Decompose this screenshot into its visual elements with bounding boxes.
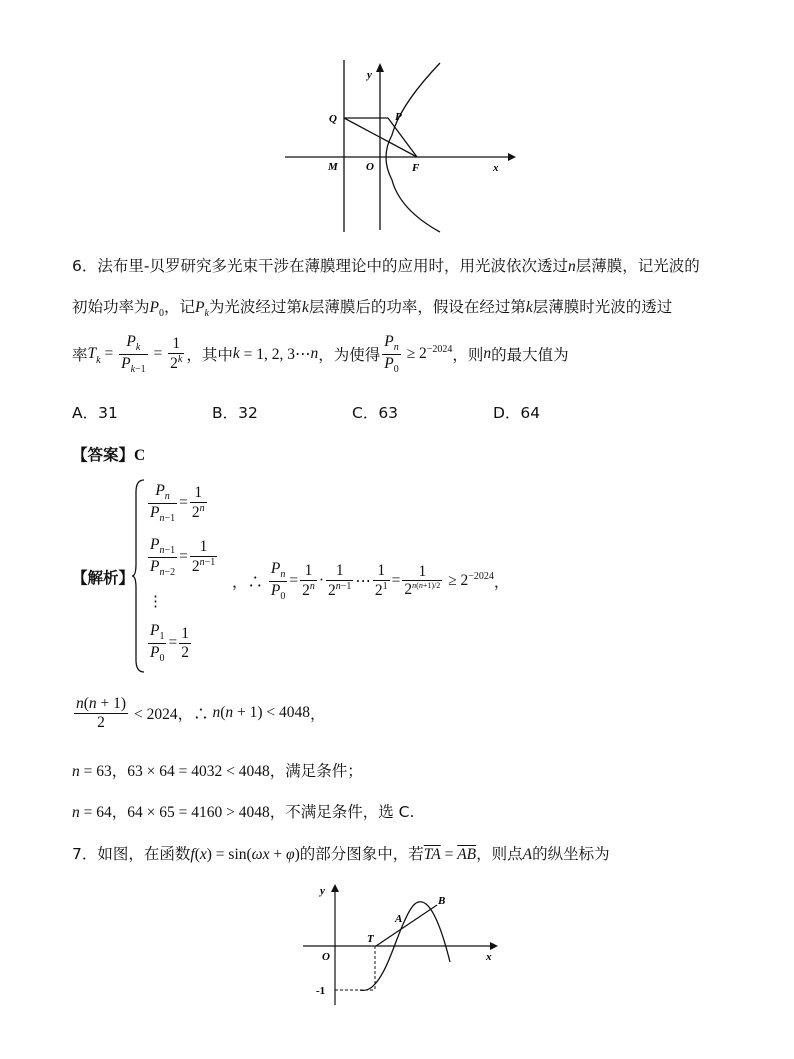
analysis-line-b-tail: ，满足条件； xyxy=(269,762,363,780)
q7-text-b: 的部分图象中，若 xyxy=(299,845,424,863)
figure-sine xyxy=(300,880,505,1010)
q6-line3-d: ，则 xyxy=(452,346,484,364)
system-vdots: ⋮ xyxy=(148,594,163,610)
x-axis-2-arrow xyxy=(490,942,498,950)
label-O: O xyxy=(366,161,374,173)
analysis-step1-tail: ， xyxy=(493,573,510,591)
segment-TB xyxy=(376,905,437,946)
label-P: P xyxy=(395,111,402,123)
system-eq3: $\frac{P_1}{P_0}$ = $\frac{1}{2}$ xyxy=(150,622,189,664)
label-O-2: O xyxy=(322,951,330,963)
q7-line: 7．如图，在函数f(x) = sin(ωx + φ)的部分图象中，若$\overline{TA} = \overline{AB}$，则点A的纵坐标为 xyxy=(72,845,610,863)
analysis-line-c-tail: ，不满足条件，选 C. xyxy=(269,803,415,821)
q7-text-a: 如图，在函数 xyxy=(97,845,191,863)
q6-var-n: n xyxy=(567,258,576,275)
label-B: B xyxy=(438,895,446,907)
analysis-product-line: ，∴ $\frac{P_n}{P_0}$ = $\frac{1}{2^n}$ · $\frac{1}{2^{n-1}}$ ⋯ $\frac{1}{2^1}$ = $\frac{1}{2^{n(n+1)/2}}$ ≥ $2^{-2024}$ ， xyxy=(232,559,510,602)
q6-line1-text: 法布里-贝罗研究多光束干涉在薄膜理论中的应用时，用光波依次透过 xyxy=(97,257,568,275)
analysis-line-b: n = 63，63 × 64 = 4032 < 4048，满足条件； xyxy=(72,762,363,780)
q6-line2-b: ，记 xyxy=(163,298,195,316)
analysis-line-c: n = 64，64 × 65 = 4160 > 4048，不满足条件，选 C. xyxy=(72,803,415,821)
system-eq2: $\frac{P_{n-1}}{P_{n-2}}$ = $\frac{1}{2^{n-1}}$ xyxy=(150,536,216,578)
answer-value: C xyxy=(134,447,146,464)
q7-text-d: 的纵坐标为 xyxy=(532,845,610,863)
label-x-2: x xyxy=(486,951,492,963)
q6-line3-e: 的最大值为 xyxy=(491,346,569,364)
segment-PF xyxy=(388,118,417,157)
q6-line2-d: 层薄膜后的功率，假设在经过第 xyxy=(308,298,526,316)
q6-option-b: B．32 xyxy=(212,404,258,422)
y-axis-2-arrow xyxy=(331,884,339,892)
analysis-line-a-tail: ， xyxy=(310,705,326,723)
q6-line3-a: 率 xyxy=(72,346,88,364)
q6-line1-end: 层薄膜，记光波的 xyxy=(575,257,700,275)
q6-line3: 率 T $_k$ = $\frac{P_k}{P_{k-1}}$ = $\frac{1}{2^k}$ ，其中 k = 1, 2, 3⋯ n ，为使得 $\frac{P_n}{P_0}$ ≥ $2^{-2024}$ ，则 n 的最大值为 xyxy=(72,332,569,375)
x-axis-arrow xyxy=(508,153,516,161)
answer-line xyxy=(72,443,145,465)
q6-option-a: A．31 xyxy=(72,404,118,422)
analysis-label: 【解析】 xyxy=(72,569,135,587)
q6-number: 6． xyxy=(72,257,98,275)
label-M: M xyxy=(328,161,338,173)
q6-option-c: C．63 xyxy=(352,404,399,422)
q6-line1 xyxy=(72,254,700,276)
q7-number: 7． xyxy=(72,845,98,863)
analysis-line-a: $\frac{n(n + 1)}{2}$ < 2024，∴ n ( n + 1) < 4048 ， xyxy=(76,694,326,731)
q6-line2-c: 为光波经过第 xyxy=(208,298,302,316)
q7-text-c: ，则点 xyxy=(476,845,523,863)
q6-line2: 初始功率为$P_0$，记$P_k$为光波经过第k层薄膜后的功率，假设在经过第k层薄膜时光波的透过 xyxy=(72,298,673,320)
left-brace xyxy=(132,478,146,674)
q6-line3-c: ，为使得 xyxy=(318,346,381,364)
label-neg1: -1 xyxy=(316,985,326,997)
q6-line2-e: 层薄膜时光波的透过 xyxy=(532,298,673,316)
q6-line2-a: 初始功率为 xyxy=(72,298,150,316)
q6-option-d: D．64 xyxy=(493,404,541,422)
label-y: y xyxy=(367,69,372,81)
label-T: T xyxy=(367,933,374,945)
frac-Pk-Pk-1: $\frac{P_k}{P_{k-1}}$ xyxy=(121,332,146,375)
q6-line3-b: ，其中 xyxy=(186,346,233,364)
frac-Pn-P0: $\frac{P_n}{P_0}$ xyxy=(384,332,399,375)
y-axis-arrow xyxy=(376,63,384,72)
figure-parabola xyxy=(280,60,520,235)
label-Q: Q xyxy=(329,113,337,125)
answer-label: 【答案】 xyxy=(72,446,135,464)
label-A: A xyxy=(395,913,403,925)
frac-1-over-2k: $\frac{1}{2^k}$ xyxy=(170,335,183,373)
label-F: F xyxy=(412,162,420,174)
parabola-curve xyxy=(386,63,440,232)
system-eq1: $\frac{P_n}{P_{n-1}}$ = $\frac{1}{2^n}$ xyxy=(150,482,205,524)
label-y-2: y xyxy=(320,885,325,897)
label-x: x xyxy=(493,162,499,174)
